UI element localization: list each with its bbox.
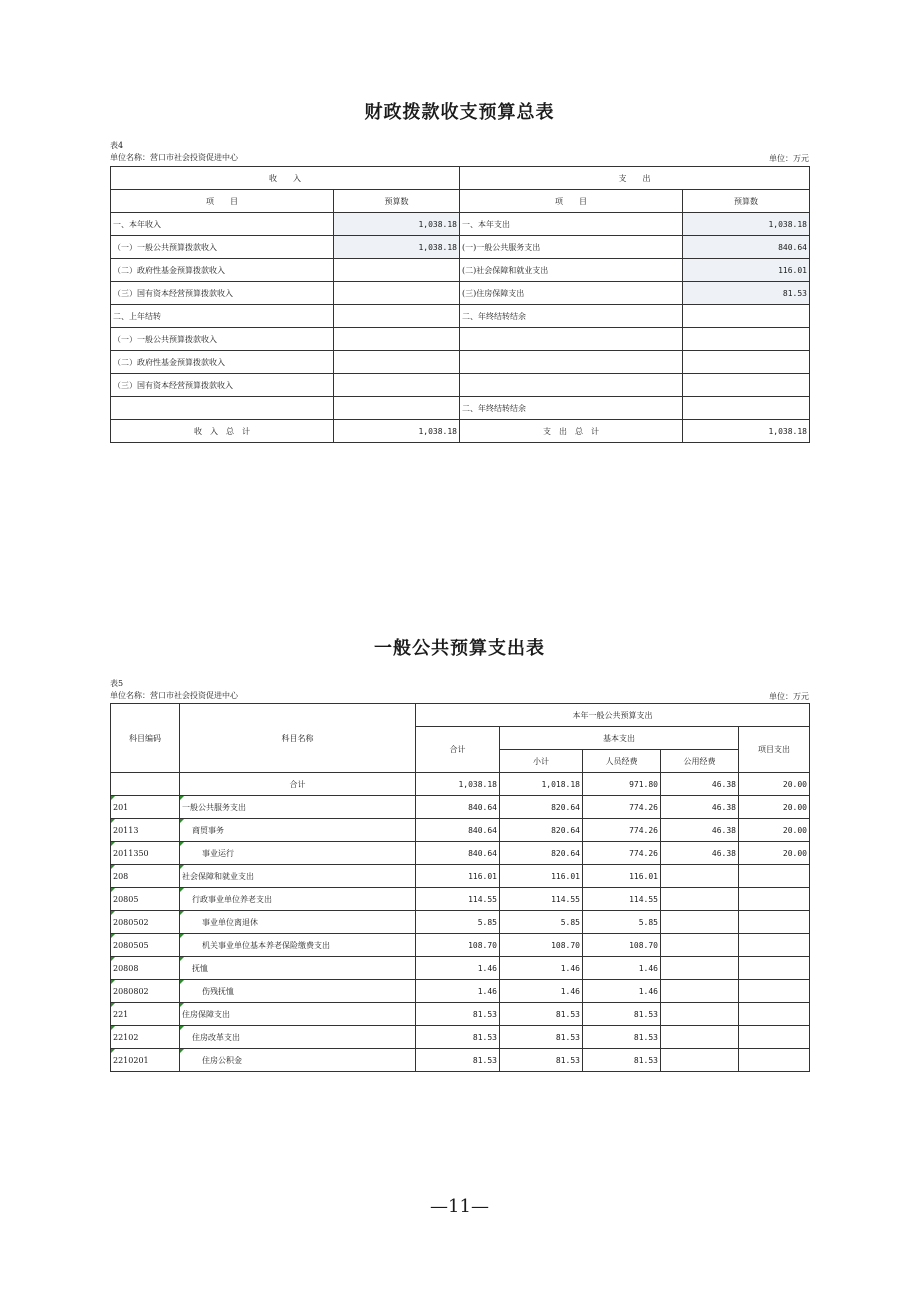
total-subtotal: 1,018.18 [500, 773, 583, 796]
col-basic: 基本支出 [500, 727, 739, 750]
col-subtotal: 小计 [500, 750, 583, 773]
total-code [111, 773, 180, 796]
subject-name: 抚恤 [180, 957, 416, 980]
value-total: 81.53 [416, 1049, 500, 1072]
table5-row [111, 980, 810, 1003]
value-personnel: 5.85 [583, 911, 661, 934]
fiscal-budget-summary-table [110, 166, 810, 443]
value-project [739, 957, 810, 980]
table5-row [111, 911, 810, 934]
header-income: 收 入 [111, 167, 460, 190]
subject-name: 住房改革支出 [180, 1026, 416, 1049]
value-subtotal: 116.01 [500, 865, 583, 888]
subject-name: 住房保障支出 [180, 1003, 416, 1026]
subject-name: 住房公积金 [180, 1049, 416, 1072]
total-name: 合计 [180, 773, 416, 796]
table5-unit-name: 单位名称：营口市社会投资促进中心 [110, 691, 238, 700]
subject-code: 2210201 [111, 1049, 180, 1072]
value-project: 20.00 [739, 819, 810, 842]
value-total: 81.53 [416, 1026, 500, 1049]
value-public [661, 1026, 739, 1049]
col-code: 科目编码 [111, 704, 180, 773]
expense-item: 二、年终结转结余 [460, 305, 683, 328]
income-item: 一、本年收入 [111, 213, 334, 236]
total-expense-label: 支 出 总 计 [460, 420, 683, 443]
expense-budget: 840.64 [683, 236, 810, 259]
col-expense-item: 项 目 [460, 190, 683, 213]
expense-budget: 81.53 [683, 282, 810, 305]
table4-header-row-2 [111, 190, 810, 213]
expense-item: 二、年终结转结余 [460, 397, 683, 420]
expense-item: (一)一般公共服务支出 [460, 236, 683, 259]
subject-name: 社会保障和就业支出 [180, 865, 416, 888]
income-item: （二）政府性基金预算拨款收入 [111, 259, 334, 282]
value-total: 81.53 [416, 1003, 500, 1026]
table4-row [111, 213, 810, 236]
total-total: 1,038.18 [416, 773, 500, 796]
table4-label: 表4 [110, 141, 124, 150]
total-public: 46.38 [661, 773, 739, 796]
subject-name: 一般公共服务支出 [180, 796, 416, 819]
table4-row [111, 374, 810, 397]
table5-header-row-1 [111, 704, 810, 727]
value-public: 46.38 [661, 819, 739, 842]
value-personnel: 81.53 [583, 1049, 661, 1072]
table5-row [111, 819, 810, 842]
value-total: 1.46 [416, 957, 500, 980]
value-personnel: 108.70 [583, 934, 661, 957]
income-budget [334, 328, 460, 351]
value-total: 108.70 [416, 934, 500, 957]
table4-title: 财政拨款收支预算总表 [364, 102, 555, 123]
value-personnel: 114.55 [583, 888, 661, 911]
expense-budget [683, 328, 810, 351]
value-project [739, 934, 810, 957]
table4-row [111, 305, 810, 328]
total-expense: 1,038.18 [683, 420, 810, 443]
col-total: 合计 [416, 727, 500, 773]
value-personnel: 1.46 [583, 980, 661, 1003]
table4-header-row-1 [111, 167, 810, 190]
income-budget [334, 351, 460, 374]
expense-item: (三)住房保障支出 [460, 282, 683, 305]
col-group: 本年一般公共预算支出 [416, 704, 810, 727]
income-item: （二）政府性基金预算拨款收入 [111, 351, 334, 374]
income-item [111, 397, 334, 420]
value-public [661, 957, 739, 980]
expense-budget [683, 397, 810, 420]
value-subtotal: 1.46 [500, 957, 583, 980]
value-subtotal: 820.64 [500, 842, 583, 865]
col-expense-budget: 预算数 [683, 190, 810, 213]
subject-code: 2011350 [111, 842, 180, 865]
value-subtotal: 81.53 [500, 1003, 583, 1026]
value-subtotal: 820.64 [500, 819, 583, 842]
col-income-budget: 预算数 [334, 190, 460, 213]
table4-unit-name: 单位名称：营口市社会投资促进中心 [110, 153, 238, 162]
subject-name: 机关事业单位基本养老保险缴费支出 [180, 934, 416, 957]
subject-name: 伤残抚恤 [180, 980, 416, 1003]
subject-name: 商贸事务 [180, 819, 416, 842]
table5-unit: 单位：万元 [769, 692, 809, 701]
value-project [739, 980, 810, 1003]
col-personnel: 人员经费 [583, 750, 661, 773]
value-personnel: 81.53 [583, 1003, 661, 1026]
value-public [661, 888, 739, 911]
value-project [739, 865, 810, 888]
value-subtotal: 114.55 [500, 888, 583, 911]
subject-code: 201 [111, 796, 180, 819]
expense-budget: 116.01 [683, 259, 810, 282]
page-number: —11— [430, 1196, 489, 1217]
value-personnel: 774.26 [583, 796, 661, 819]
table5-total-row [111, 773, 810, 796]
table4-row [111, 351, 810, 374]
subject-code: 20805 [111, 888, 180, 911]
value-total: 1.46 [416, 980, 500, 1003]
table4-row [111, 328, 810, 351]
expense-budget [683, 305, 810, 328]
subject-name: 事业运行 [180, 842, 416, 865]
income-budget [334, 374, 460, 397]
value-personnel: 81.53 [583, 1026, 661, 1049]
table5-row [111, 842, 810, 865]
table5-title: 一般公共预算支出表 [374, 638, 545, 659]
table4-row [111, 236, 810, 259]
value-public [661, 934, 739, 957]
income-budget [334, 305, 460, 328]
expense-budget [683, 374, 810, 397]
table5-row [111, 1026, 810, 1049]
subject-code: 208 [111, 865, 180, 888]
subject-code: 20808 [111, 957, 180, 980]
value-personnel: 774.26 [583, 819, 661, 842]
table5-row [111, 888, 810, 911]
value-subtotal: 81.53 [500, 1026, 583, 1049]
value-public: 46.38 [661, 842, 739, 865]
value-subtotal: 820.64 [500, 796, 583, 819]
col-project: 项目支出 [739, 727, 810, 773]
table4-row [111, 397, 810, 420]
income-item: （一）一般公共预算拨款收入 [111, 328, 334, 351]
total-income: 1,038.18 [334, 420, 460, 443]
table5-row [111, 934, 810, 957]
expense-item [460, 351, 683, 374]
income-budget [334, 259, 460, 282]
value-public [661, 911, 739, 934]
table5-row [111, 1003, 810, 1026]
table4-total-row [111, 420, 810, 443]
value-project [739, 911, 810, 934]
value-total: 114.55 [416, 888, 500, 911]
value-personnel: 774.26 [583, 842, 661, 865]
value-total: 5.85 [416, 911, 500, 934]
col-income-item: 项 目 [111, 190, 334, 213]
value-public: 46.38 [661, 796, 739, 819]
subject-code: 2080505 [111, 934, 180, 957]
income-item: （三）国有资本经营预算拨款收入 [111, 282, 334, 305]
value-personnel: 116.01 [583, 865, 661, 888]
expense-item [460, 328, 683, 351]
general-public-budget-expenditure-table [110, 703, 810, 1072]
income-budget: 1,038.18 [334, 236, 460, 259]
value-total: 840.64 [416, 819, 500, 842]
subject-code: 20113 [111, 819, 180, 842]
subject-name: 行政事业单位养老支出 [180, 888, 416, 911]
value-public [661, 865, 739, 888]
subject-name: 事业单位离退休 [180, 911, 416, 934]
expense-budget: 1,038.18 [683, 213, 810, 236]
table5-row [111, 1049, 810, 1072]
value-project: 20.00 [739, 796, 810, 819]
value-public [661, 1003, 739, 1026]
income-budget [334, 282, 460, 305]
value-project [739, 1003, 810, 1026]
table4-row [111, 259, 810, 282]
table5-row [111, 957, 810, 980]
table4-row [111, 282, 810, 305]
value-public [661, 1049, 739, 1072]
total-income-label: 收 入 总 计 [111, 420, 334, 443]
total-personnel: 971.80 [583, 773, 661, 796]
income-item: （一）一般公共预算拨款收入 [111, 236, 334, 259]
subject-code: 2080502 [111, 911, 180, 934]
value-public [661, 980, 739, 1003]
subject-code: 221 [111, 1003, 180, 1026]
table5-row [111, 865, 810, 888]
value-project [739, 1026, 810, 1049]
expense-item: 一、本年支出 [460, 213, 683, 236]
col-public: 公用经费 [661, 750, 739, 773]
value-project [739, 888, 810, 911]
expense-budget [683, 351, 810, 374]
value-project: 20.00 [739, 842, 810, 865]
total-project: 20.00 [739, 773, 810, 796]
value-total: 840.64 [416, 796, 500, 819]
table5-row [111, 796, 810, 819]
value-subtotal: 1.46 [500, 980, 583, 1003]
expense-item: (二)社会保障和就业支出 [460, 259, 683, 282]
value-personnel: 1.46 [583, 957, 661, 980]
header-expense: 支 出 [460, 167, 810, 190]
table4-unit: 单位：万元 [769, 154, 809, 163]
value-total: 116.01 [416, 865, 500, 888]
expense-item [460, 374, 683, 397]
col-name: 科目名称 [180, 704, 416, 773]
value-total: 840.64 [416, 842, 500, 865]
value-subtotal: 5.85 [500, 911, 583, 934]
value-subtotal: 81.53 [500, 1049, 583, 1072]
table5-label: 表5 [110, 679, 124, 688]
income-item: 二、上年结转 [111, 305, 334, 328]
income-budget: 1,038.18 [334, 213, 460, 236]
subject-code: 2080802 [111, 980, 180, 1003]
income-budget [334, 397, 460, 420]
value-project [739, 1049, 810, 1072]
subject-code: 22102 [111, 1026, 180, 1049]
value-subtotal: 108.70 [500, 934, 583, 957]
income-item: （三）国有资本经营预算拨款收入 [111, 374, 334, 397]
